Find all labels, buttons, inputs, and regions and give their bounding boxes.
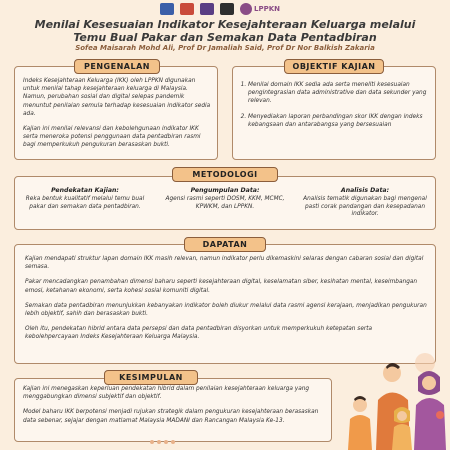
logo-1 <box>160 3 174 15</box>
kesimpulan-heading: KESIMPULAN <box>104 370 198 385</box>
family-illustration <box>330 345 450 450</box>
objektif-heading: OBJEKTIF KAJIAN <box>284 59 384 74</box>
header <box>0 0 450 62</box>
pengenalan-p2: Kajian ini menilai relevansi dan kebolehgunaan indikator IKK serta meneroka potensi penggunaan data pentadbiran rasmi bagi memperkukuh pengukuran berasaskan bukti. <box>23 126 201 149</box>
metodologi-box <box>14 176 436 230</box>
metodologi-heading: METODOLOGI <box>172 167 278 182</box>
metodologi-col-2-body: Agensi rasmi seperti DOSM, KKM, MCMC, KPWKM, dan LPPKN. <box>165 196 285 210</box>
dapatan-heading: DAPATAN <box>184 237 266 252</box>
pengenalan-p1: Indeks Kesejahteraan Keluarga (IKK) oleh LPPKN digunakan untuk menilai tahap kesejahteraan keluarga di Malaysia. Namun, perubahan sosial dan digital selepas pandemik menuntut penilaian semula terhadap kesesuaian indikator sedia ada. <box>23 78 211 117</box>
lppkn-label: LPPKN <box>254 5 281 13</box>
metodologi-col-1-body: Reka bentuk kualitatif melalui temu bual pakar dan semakan data pentadbiran. <box>25 196 145 210</box>
kesimpulan-box <box>14 378 332 442</box>
kesimpulan-p1: Kajian ini menegaskan keperluan pendekatan hibrid dalam penilaian kesejahteraan keluarga yang menggabungkan dimensi subjektif dan objektif. <box>23 386 310 401</box>
kesimpulan-p2: Model baharu IKK berpotensi menjadi rujukan strategik dalam pengukuran kesejahteraan berasaskan data sebenar, sejajar dengan matlamat Malaysia MADANI dan Rancangan Malaysia Ke-13. <box>23 409 319 424</box>
poster-title <box>0 18 450 44</box>
logo-4 <box>220 3 234 15</box>
logo-2 <box>180 3 194 15</box>
dapatan-p4: Oleh itu, pendekatan hibrid antara data persepsi dan data pentadbiran disyorkan untuk memperkukuh ketepatan serta kebolehpercayaan Indeks Kesejahteraan Keluarga Malaysia. <box>25 326 373 341</box>
metodologi-col-3 <box>301 187 429 219</box>
metodologi-col-3-head: Analisis Data: <box>340 187 390 194</box>
kesimpulan-text <box>23 385 323 432</box>
pengenalan-box <box>14 66 218 160</box>
metodologi-col-2-head: Pengumpulan Data: <box>190 187 260 194</box>
objektif-item-1: 1. Menilai domain IKK sedia ada serta meneliti kesesuaian pengintegrasian data administrative dan data sekunder yang relevan. <box>248 81 431 106</box>
dapatan-p2: Pakar mencadangkan penambahan dimensi baharu seperti kesejahteraan digital, keselamatan siber, kesihatan mental, keseimbangan emosi, ketahanan ekonomi, serta kohesi sosial komuniti digital. <box>25 279 418 294</box>
logo-3 <box>200 3 214 15</box>
title-line-1: Menilai Kesesuaian Indikator Kesejahteraan Keluarga melalui <box>34 18 416 31</box>
dapatan-text <box>25 255 427 349</box>
dapatan-p3: Semakan data pentadbiran menunjukkan kebanyakan indikator boleh diukur melalui data rasmi agensi kerajaan, menjadikan pengukuran lebih objektif, sahih dan berasaskan bukti. <box>25 302 427 318</box>
metodologi-col-2 <box>161 187 289 211</box>
logo-row <box>160 3 280 15</box>
lppkn-mark-icon <box>240 3 252 15</box>
pengenalan-text <box>23 77 211 157</box>
metodologi-col-1-head: Pendekatan Kajian: <box>51 187 119 194</box>
objektif-item-2: 2. Menyediakan laporan perbandingan skor IKK dengan indeks kebangsaan dan antarabangsa yang bersesuaian <box>248 113 431 129</box>
metodologi-col-1 <box>21 187 149 211</box>
metodologi-col-3-body: Analisis tematik digunakan bagi mengenal pasti corak pandangan dan kesepadanan indikator. <box>303 196 427 218</box>
pengenalan-heading: PENGENALAN <box>74 59 160 74</box>
objektif-box <box>232 66 436 160</box>
dapatan-p1: Kajian mendapati struktur lapan domain IKK masih relevan, namun indikator perlu dikemaskini selaras dengan cabaran sosial dan digital semasa. <box>25 256 424 271</box>
authors: Sofea Maisarah Mohd Ali, Prof Dr Jamaliah Said, Prof Dr Nor Balkish Zakaria <box>75 44 375 52</box>
objektif-list <box>239 81 431 136</box>
lppkn-logo <box>240 3 280 15</box>
decorative-dots <box>150 440 178 444</box>
title-line-2: Temu Bual Pakar dan Semakan Data Pentadbiran <box>73 31 377 44</box>
